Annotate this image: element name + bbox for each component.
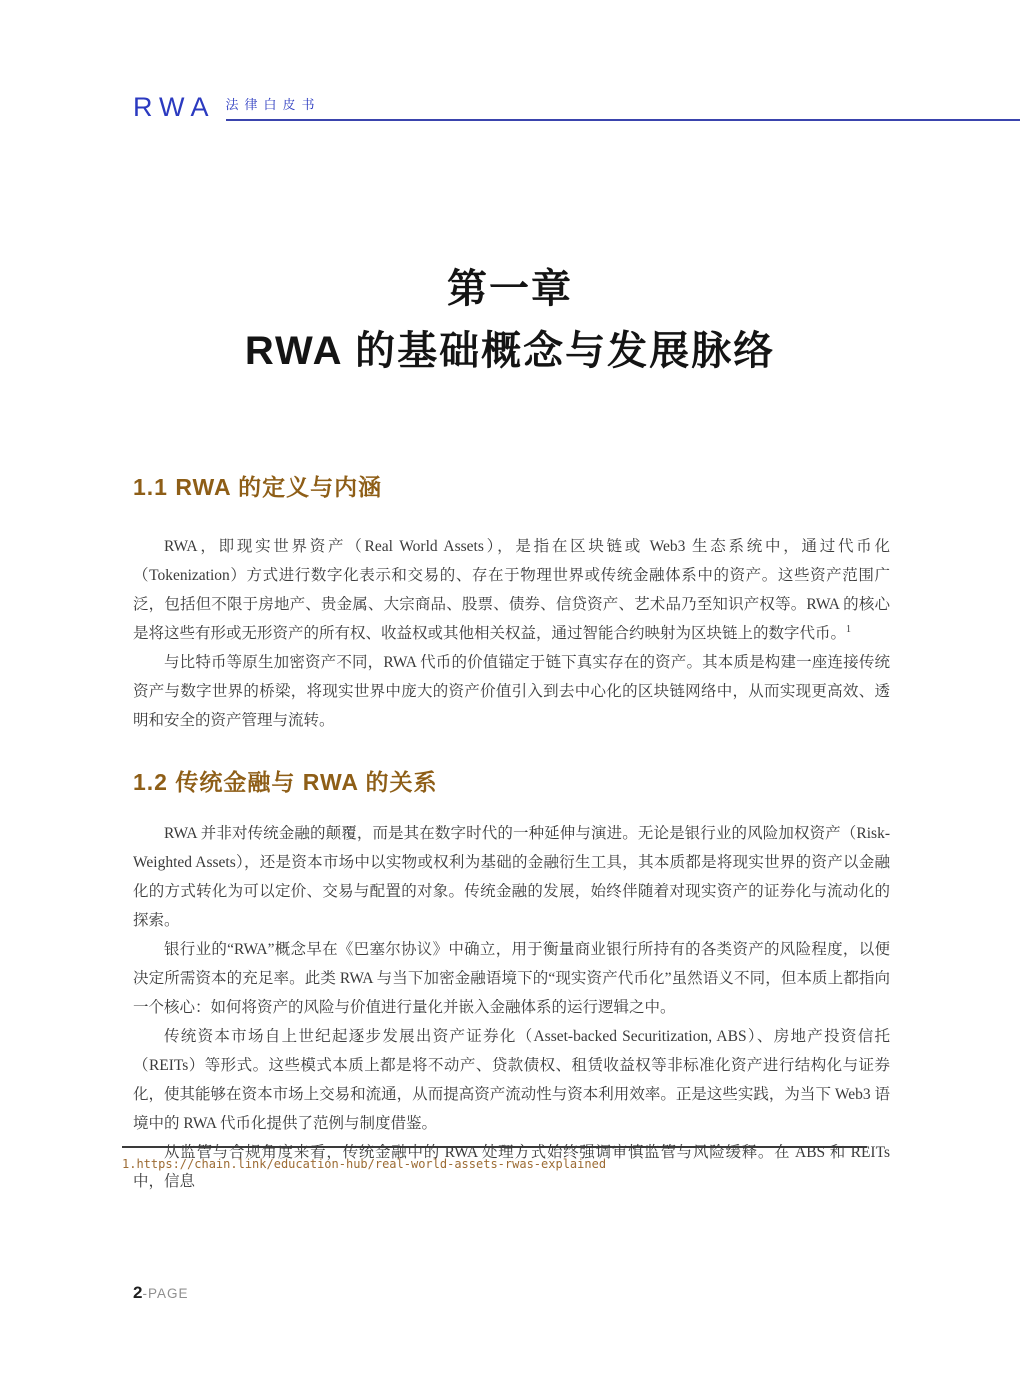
paragraph-text: 银行业的“RWA”概念早在《巴塞尔协议》中确立，用于衡量商业银行所持有的各类资产的风险程度，以便决定所需资本的充足率。此类 RWA 与当下加密金融语境下的“现实资产代币化”虽然语义不同，但本质上都指向一个核心：如何将资产的风险与价值进行量化并嵌入金融体系的运行逻辑之中。: [133, 941, 890, 1016]
paragraph: [133, 935, 890, 1022]
page-footer: [133, 1283, 188, 1303]
page-header: [133, 94, 1020, 121]
footnote-block: [122, 1146, 867, 1171]
section-heading-1-1: 1.1 RWA 的定义与内涵: [133, 474, 383, 500]
page-label: -PAGE: [142, 1286, 189, 1301]
paragraph-text: RWA 并非对传统金融的颠覆，而是其在数字时代的一种延伸与演进。无论是银行业的风险加权资产（Risk-Weighted Assets），还是资本市场中以实物或权利为基础的金融衍生工具，其本质都是将现实世界的资产以金融化的方式转化为可以定价、交易与配置的对象。传统金融的发展，始终伴随着对现实资产的证券化与流动化的探索。: [133, 825, 890, 929]
section-heading-1-2: 1.2 传统金融与 RWA 的关系: [133, 769, 438, 795]
page-number: 2: [133, 1283, 143, 1302]
header-rule: [226, 94, 1020, 121]
paragraph-text: 传统资本市场自上世纪起逐步发展出资产证券化（Asset-backed Securitization, ABS）、房地产投资信托（REITs）等形式。这些模式本质上都是将不动产、贷款债权、租赁收益权等非标准化资产进行结构化与证券化，使其能够在资本市场上交易和流通，从而提高资产流动性与资本利用效率。正是这些实践，为当下 Web3 语境中的 RWA 代币化提供了范例与制度借鉴。: [133, 1028, 890, 1132]
paragraph: [133, 648, 890, 735]
document-body: [133, 472, 890, 1196]
paragraph: [133, 1022, 890, 1138]
chapter-title: [0, 258, 1020, 382]
paragraph-text: RWA，即现实世界资产（Real World Assets），是指在区块链或 Web3 生态系统中，通过代币化（Tokenization）方式进行数字化表示和交易的、存在于物理世界或传统金融体系中的资产。这些资产范围广泛，包括但不限于房地产、贵金属、大宗商品、股票、债券、信贷资产、艺术品乃至知识产权等。RWA 的核心是将这些有形或无形资产的所有权、收益权或其他相关权益，通过智能合约映射为区块链上的数字代币。: [133, 538, 890, 642]
paragraph: [133, 819, 890, 935]
chapter-number: 第一章: [447, 267, 573, 311]
paragraph-text: 与比特币等原生加密资产不同，RWA 代币的价值锚定于链下真实存在的资产。其本质是构建一座连接传统资产与数字世界的桥梁，将现实世界中庞大的资产价值引入到去中心化的区块链网络中，从而实现更高效、透明和安全的资产管理与流转。: [133, 654, 890, 729]
paragraph-text: 从监管与合规角度来看，传统金融中的 RWA 处理方式始终强调审慎监管与风险缓释。在 ABS 和 REITs 中，信息: [133, 1144, 890, 1190]
paragraph: [133, 532, 890, 648]
chapter-name: RWA 的基础概念与发展脉络: [244, 329, 776, 373]
brand-logo: RWA: [133, 92, 216, 122]
footnote-url: 1.https://chain.link/education-hub/real-world-assets-rwas-explained: [122, 1157, 607, 1171]
brand-subtitle: 法律白皮书: [225, 97, 321, 112]
footnote-ref-1: 1: [846, 623, 852, 635]
